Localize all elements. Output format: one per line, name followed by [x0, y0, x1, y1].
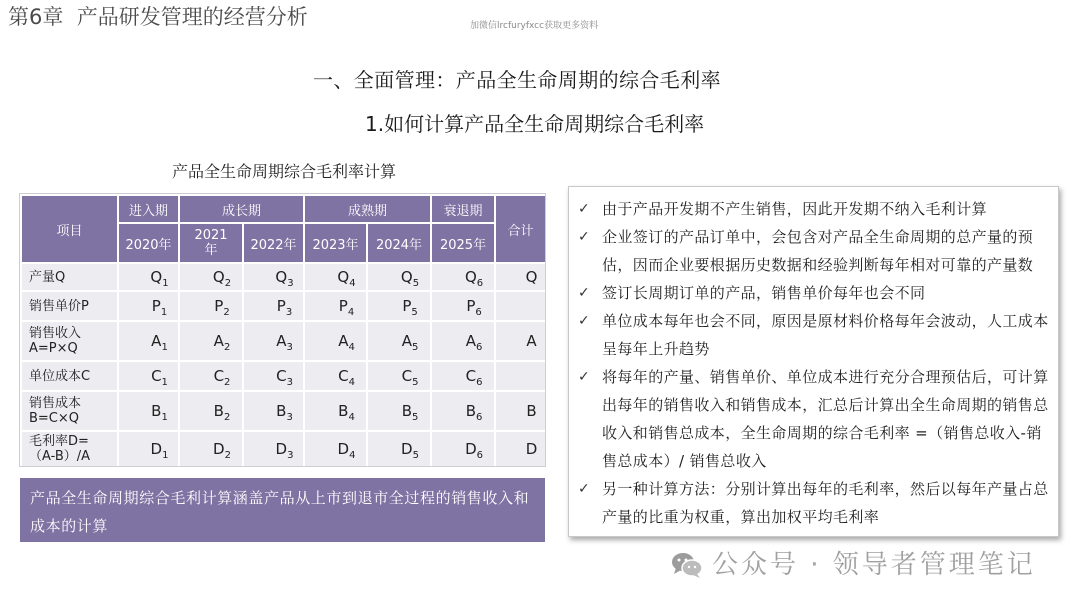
- cell-subscript: 2: [223, 412, 231, 423]
- table-cell: [179, 321, 243, 361]
- cell-symbol: Q: [275, 268, 288, 286]
- table-cell: [179, 263, 243, 291]
- phase-header-growth: 成长期: [179, 195, 304, 223]
- cell-symbol: P: [276, 297, 286, 315]
- total-cell: Q: [495, 263, 546, 291]
- check-icon: ✓: [578, 229, 591, 245]
- total-cell: D: [495, 431, 546, 467]
- check-icon: ✓: [578, 313, 591, 329]
- cell-symbol: D: [337, 440, 350, 458]
- table-cell: [118, 391, 179, 431]
- notes-box: [568, 186, 1059, 537]
- check-icon: ✓: [578, 201, 591, 217]
- page-title: 一、全面管理：产品全生命周期的综合毛利率: [313, 68, 721, 92]
- cell-subscript: 3: [285, 307, 293, 318]
- year-header-2020: 2020年: [118, 223, 179, 263]
- cell-symbol: Q: [212, 268, 225, 286]
- chapter-title: 第6章 产品研发管理的经营分析: [8, 5, 308, 29]
- top-watermark: 加微信lrcfuryfxcc获取更多资料: [470, 21, 599, 31]
- cell-symbol: C: [465, 367, 477, 385]
- cell-symbol: P: [151, 297, 161, 315]
- total-cell: B: [495, 391, 546, 431]
- cell-symbol: C: [151, 367, 162, 385]
- table-row: [21, 431, 546, 467]
- cell-symbol: D: [275, 440, 288, 458]
- note-item: [569, 307, 1052, 363]
- cell-subscript: 4: [349, 278, 356, 289]
- note-text: 单位成本每年也会不同，原因是原材料价格每年会波动，人工成本呈每年上升趋势: [602, 312, 1049, 358]
- cell-subscript: 2: [223, 342, 231, 353]
- cell-subscript: 5: [411, 412, 419, 423]
- table-cell: [367, 291, 431, 321]
- cell-subscript: 1: [161, 412, 168, 423]
- cell-symbol: B: [465, 402, 476, 420]
- page-subtitle: 1.如何计算产品全生命周期综合毛利率: [365, 112, 705, 136]
- table-cell: [243, 321, 304, 361]
- table-row: [21, 291, 546, 321]
- cell-symbol: A: [465, 332, 476, 350]
- note-item: [569, 223, 1052, 279]
- cell-symbol: P: [214, 297, 224, 315]
- wechat-icon: [671, 551, 703, 579]
- check-icon: ✓: [578, 481, 591, 497]
- table-cell: [304, 263, 367, 291]
- notes-list: [569, 195, 1052, 531]
- check-icon: ✓: [578, 369, 591, 385]
- table-cell: [243, 361, 304, 391]
- column-header-item: 项目: [21, 195, 118, 263]
- cell-subscript: 5: [411, 342, 419, 353]
- table-cell: [179, 361, 243, 391]
- cell-symbol: P: [466, 297, 476, 315]
- note-text: 企业签订的产品订单中，会包含对产品全生命周期的总产量的预估，因而企业要根据历史数据和经验判断每年相对可靠的产量数: [602, 228, 1034, 274]
- table-row: [21, 391, 546, 431]
- cell-symbol: P: [338, 297, 348, 315]
- table-row: [21, 361, 546, 391]
- note-item: [569, 475, 1052, 531]
- year-header-2021: [179, 223, 243, 263]
- row-label: 销售单价P: [21, 291, 118, 321]
- table-cell: [304, 321, 367, 361]
- column-header-total: 合计: [495, 195, 546, 263]
- phase-header-row: [21, 195, 546, 223]
- cell-subscript: 1: [160, 307, 168, 318]
- cell-subscript: 6: [475, 342, 483, 353]
- cell-symbol: A: [151, 332, 162, 350]
- cell-subscript: 5: [412, 450, 419, 461]
- cell-subscript: 3: [286, 377, 293, 388]
- cell-symbol: Q: [337, 268, 350, 286]
- table-caption: 产品全生命周期综合毛利率计算: [172, 162, 397, 181]
- row-label: 毛利率D= （A-B）/A: [21, 431, 118, 467]
- cell-symbol: C: [213, 367, 225, 385]
- lifecycle-table-container: [20, 194, 545, 466]
- table-cell: [431, 263, 495, 291]
- cell-subscript: 5: [411, 307, 418, 318]
- cell-symbol: C: [401, 367, 413, 385]
- lifecycle-margin-table: [20, 194, 547, 468]
- table-cell: [431, 391, 495, 431]
- cell-subscript: 4: [348, 377, 355, 388]
- summary-box: 产品全生命周期综合毛利计算涵盖产品从上市到退市全过程的销售收入和成本的计算: [20, 478, 545, 542]
- note-text: 由于产品开发期不产生销售，因此开发期不纳入毛利计算: [602, 200, 988, 218]
- year-header-2024: 2024年: [367, 223, 431, 263]
- table-cell: [367, 361, 431, 391]
- cell-subscript: 3: [287, 278, 294, 289]
- phase-header-decline: 衰退期: [431, 195, 495, 223]
- year-header-2023: 2023年: [304, 223, 367, 263]
- table-cell: [118, 263, 179, 291]
- cell-subscript: 6: [476, 450, 483, 461]
- cell-symbol: Q: [464, 268, 477, 286]
- cell-symbol: Q: [150, 268, 163, 286]
- table-cell: [304, 431, 367, 467]
- row-label: 销售收入 A=P×Q: [21, 321, 118, 361]
- table-cell: [431, 321, 495, 361]
- row-label: 单位成本C: [21, 361, 118, 391]
- table-cell: [367, 431, 431, 467]
- table-cell: [243, 291, 304, 321]
- year-header-2025: 2025年: [431, 223, 495, 263]
- table-cell: [431, 431, 495, 467]
- cell-symbol: D: [150, 440, 163, 458]
- cell-symbol: B: [401, 402, 412, 420]
- cell-subscript: 4: [349, 450, 356, 461]
- note-item: [569, 363, 1052, 475]
- table-body: [21, 263, 546, 467]
- note-item: [569, 279, 1052, 307]
- table-cell: [304, 291, 367, 321]
- cell-symbol: A: [338, 332, 349, 350]
- note-text: 将每年的产量、销售单价、单位成本进行充分合理预估后，可计算出每年的销售收入和销售成本，汇总后计算出全生命周期的销售总收入和销售总成本，全生命周期的综合毛利率 =（销售总收入-销售总成本）/ 销售总收入: [602, 368, 1049, 470]
- table-cell: [367, 321, 431, 361]
- cell-subscript: 6: [475, 307, 482, 318]
- cell-subscript: 1: [162, 278, 169, 289]
- table-cell: [431, 291, 495, 321]
- table-cell: [179, 291, 243, 321]
- cell-subscript: 5: [412, 377, 419, 388]
- cell-symbol: D: [401, 440, 413, 458]
- table-cell: [367, 263, 431, 291]
- row-label: 销售成本 B=C×Q: [21, 391, 118, 431]
- table-cell: [118, 321, 179, 361]
- cell-subscript: 2: [224, 377, 231, 388]
- note-item: [569, 195, 1052, 223]
- table-cell: [243, 263, 304, 291]
- row-label: 产量Q: [21, 263, 118, 291]
- phase-header-maturity: 成熟期: [304, 195, 431, 223]
- cell-subscript: 4: [348, 412, 355, 423]
- cell-subscript: 1: [162, 450, 169, 461]
- cell-subscript: 4: [347, 307, 355, 318]
- cell-symbol: B: [213, 402, 224, 420]
- total-cell: A: [495, 321, 546, 361]
- cell-subscript: 3: [287, 450, 294, 461]
- table-cell: [243, 431, 304, 467]
- phase-header-entry: 进入期: [118, 195, 179, 223]
- cell-symbol: A: [276, 332, 287, 350]
- table-row: [21, 263, 546, 291]
- cell-subscript: 1: [161, 342, 168, 353]
- table-cell: [118, 291, 179, 321]
- cell-symbol: B: [151, 402, 162, 420]
- table-cell: [243, 391, 304, 431]
- table-cell: [118, 431, 179, 467]
- cell-symbol: P: [402, 297, 412, 315]
- cell-subscript: 5: [412, 278, 420, 289]
- cell-symbol: B: [276, 402, 287, 420]
- table-cell: [367, 391, 431, 431]
- cell-subscript: 2: [224, 278, 232, 289]
- cell-symbol: D: [465, 440, 477, 458]
- cell-subscript: 6: [476, 377, 483, 388]
- cell-subscript: 2: [224, 450, 231, 461]
- check-icon: ✓: [578, 285, 591, 301]
- year-header-2022: 2022年: [243, 223, 304, 263]
- cell-subscript: 3: [286, 342, 293, 353]
- table-cell: [118, 361, 179, 391]
- cell-subscript: 2: [223, 307, 230, 318]
- note-text: 签订长周期订单的产品，销售单价每年也会不同: [602, 284, 926, 302]
- cell-symbol: C: [338, 367, 349, 385]
- footer-watermark: 公众号 · 领导者管理笔记: [712, 550, 1036, 580]
- cell-subscript: 4: [348, 342, 355, 353]
- table-cell: [179, 391, 243, 431]
- cell-subscript: 3: [286, 412, 293, 423]
- table-cell: [179, 431, 243, 467]
- table-cell: [431, 361, 495, 391]
- year-header-2021-label: 2021年: [194, 228, 228, 258]
- table-header: [21, 195, 546, 263]
- cell-subscript: 6: [476, 278, 484, 289]
- cell-symbol: Q: [400, 268, 413, 286]
- cell-symbol: C: [276, 367, 287, 385]
- table-row: [21, 321, 546, 361]
- total-cell: [495, 361, 546, 391]
- cell-symbol: A: [213, 332, 224, 350]
- note-text: 另一种计算方法：分别计算出每年的毛利率，然后以每年产量占总产量的比重为权重，算出加权平均毛利率: [602, 480, 1049, 526]
- cell-symbol: D: [213, 440, 225, 458]
- table-cell: [304, 391, 367, 431]
- cell-subscript: 1: [161, 377, 168, 388]
- table-cell: [304, 361, 367, 391]
- cell-symbol: A: [401, 332, 412, 350]
- total-cell: [495, 291, 546, 321]
- cell-symbol: B: [338, 402, 349, 420]
- cell-subscript: 6: [475, 412, 483, 423]
